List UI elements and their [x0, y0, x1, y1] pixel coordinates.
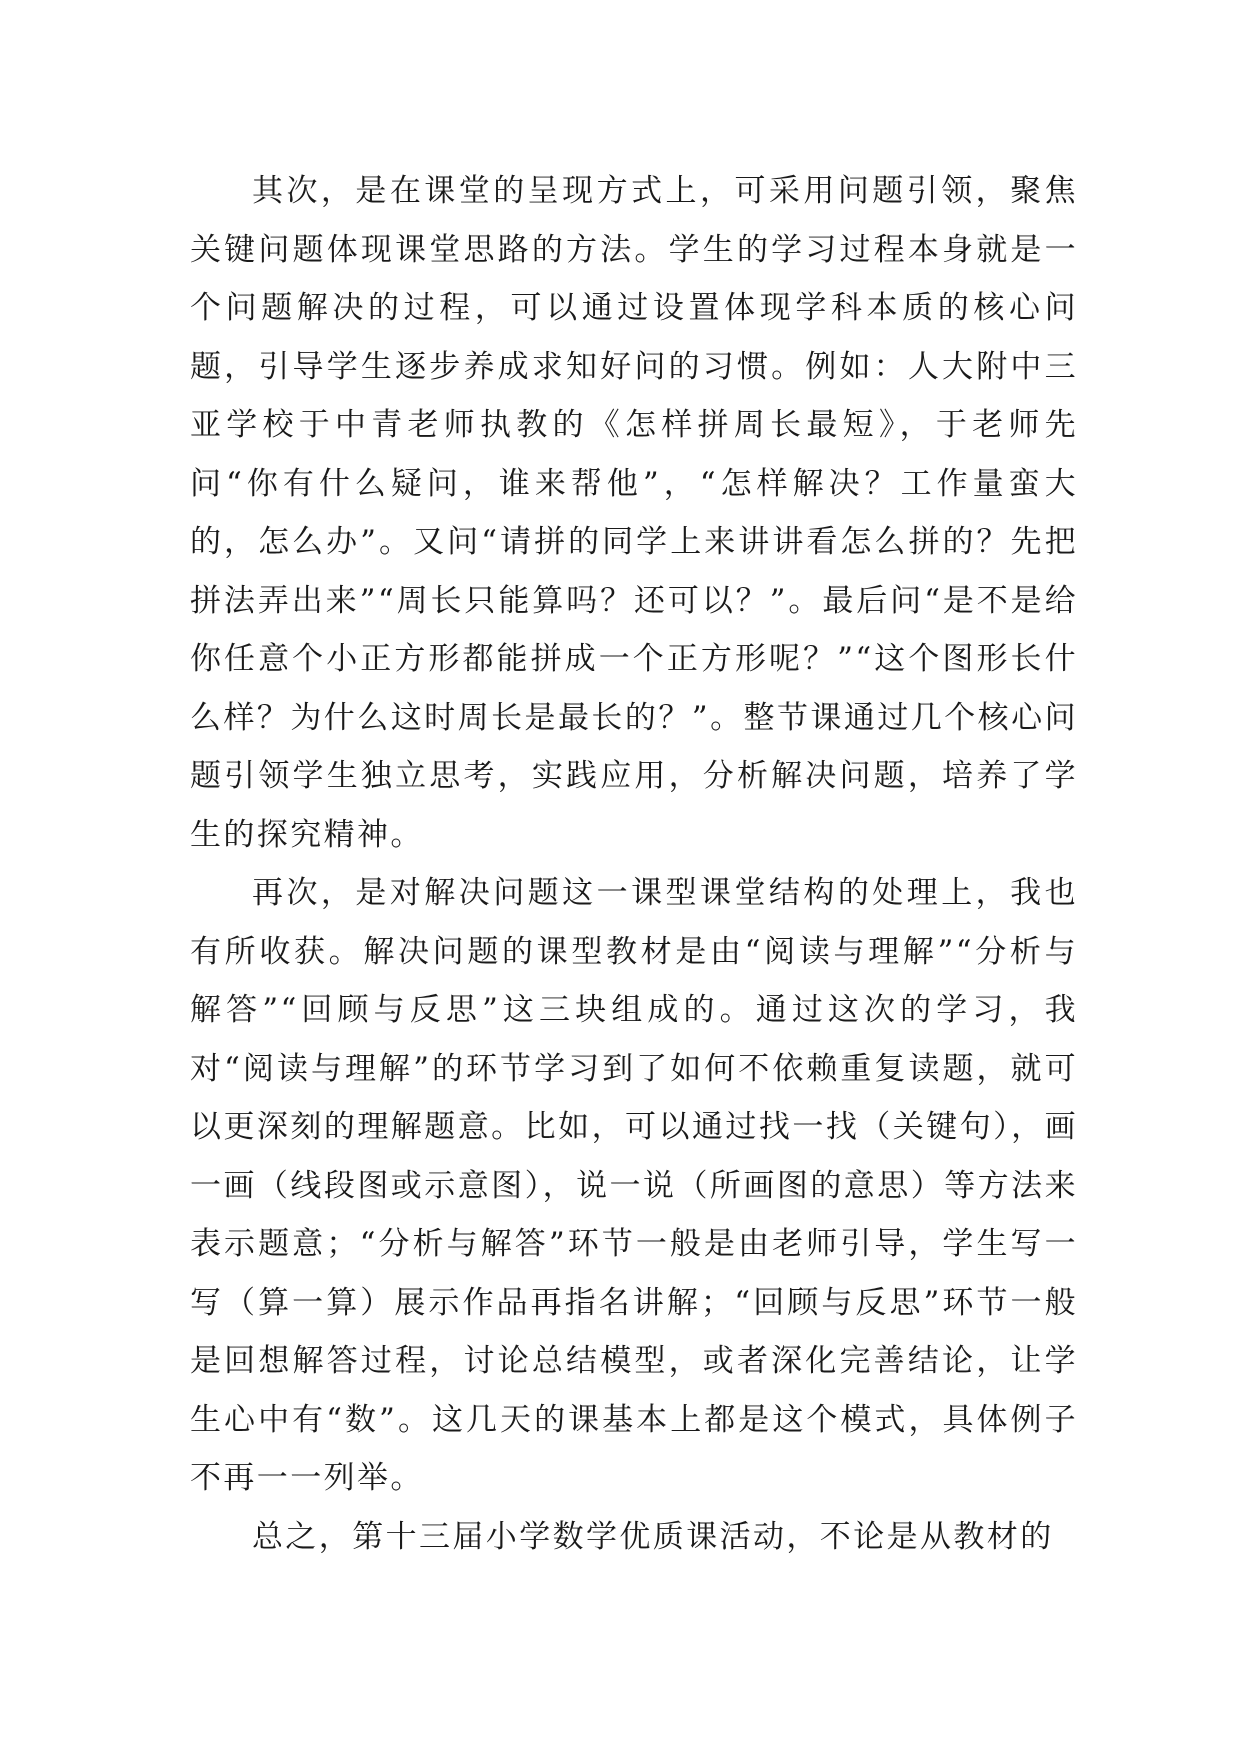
paragraph-conclusion: 总之，第十三届小学数学优质课活动，不论是从教材的 [252, 1518, 1054, 1555]
document-body [190, 162, 1078, 1566]
paragraph-presentation-method: 其次，是在课堂的呈现方式上，可采用问题引领，聚焦关键问题体现课堂思路的方法。学生的学习过程本身就是一个问题解决的过程，可以通过设置体现学科本质的核心问题，引导学生逐步养成求知好问的习惯。例如：人大附中三亚学校于中青老师执教的《怎样拼周长最短》，于老师先问“你有什么疑问，谁来帮他”，“怎样解决？工作量蛮大的，怎么办”。又问“请拼的同学上来讲讲看怎么拼的？先把拼法弄出来”“周长只能算吗？还可以？”。最后问“是不是给你任意个小正方形都能拼成一个正方形呢？”“这个图形长什么样？为什么这时周长是最长的？”。整节课通过几个核心问题引领学生独立思考，实践应用，分析解决问题，培养了学生的探究精神。 [190, 173, 1078, 853]
paragraph-lesson-structure: 再次，是对解决问题这一课型课堂结构的处理上，我也有所收获。解决问题的课型教材是由“阅读与理解”“分析与解答”“回顾与反思”这三块组成的。通过这次的学习，我对“阅读与理解”的环节学习到了如何不依赖重复读题，就可以更深刻的理解题意。比如，可以通过找一找（关键句），画一画（线段图或示意图），说一说（所画图的意思）等方法来表示题意；“分析与解答”环节一般是由老师引导，学生写一写（算一算）展示作品再指名讲解；“回顾与反思”环节一般是回想解答过程，讨论总结模型，或者深化完善结论，让学生心中有“数”。这几天的课基本上都是这个模式，具体例子不再一一列举。 [190, 875, 1078, 1496]
